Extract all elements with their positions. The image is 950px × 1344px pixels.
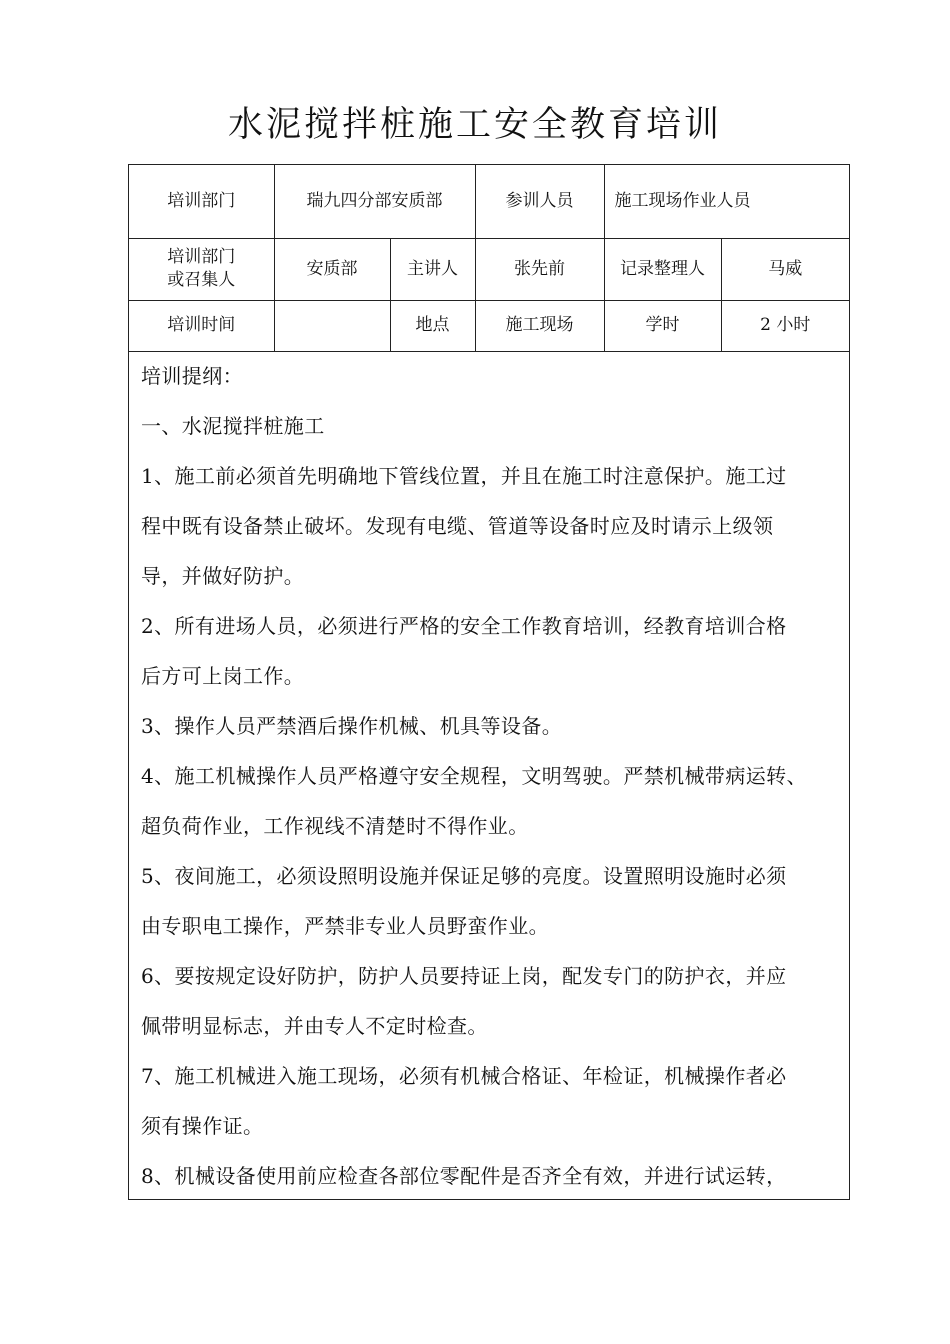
outline-line: 8、机械设备使用前应检查各部位零配件是否齐全有效，并进行试运转，: [141, 1164, 787, 1188]
training-record-form: [128, 164, 850, 1200]
outline-line: 2、所有进场人员，必须进行严格的安全工作教育培训，经教育培训合格: [141, 614, 787, 638]
participants-value: 施工现场作业人员: [604, 165, 849, 238]
dept-value: 瑞九四分部安质部: [274, 165, 475, 238]
outline-line: 3、操作人员严禁酒后操作机械、机具等设备。: [141, 714, 563, 738]
time-value: [274, 300, 390, 351]
hours-label: 学时: [604, 300, 721, 351]
info-row-time: [129, 300, 849, 351]
time-label: 培训时间: [129, 300, 274, 351]
outline-line: 5、夜间施工，必须设照明设施并保证足够的亮度。设置照明设施时必须: [141, 864, 787, 888]
recorder-label: 记录整理人: [604, 238, 721, 300]
organizer-value: 安质部: [274, 238, 390, 300]
outline-line: 须有操作证。: [141, 1114, 264, 1138]
outline-line: 1、施工前必须首先明确地下管线位置，并且在施工时注意保护。施工过: [141, 464, 787, 488]
dept-label: 培训部门: [129, 165, 274, 238]
outline-line: 超负荷作业，工作视线不清楚时不得作业。: [141, 814, 529, 838]
organizer-label-line1: 培训部门: [167, 247, 236, 267]
location-label: 地点: [390, 300, 475, 351]
outline-line: 程中既有设备禁止破坏。发现有电缆、管道等设备时应及时请示上级领: [141, 514, 774, 538]
outline-line: 7、施工机械进入施工现场，必须有机械合格证、年检证，机械操作者必: [141, 1064, 787, 1088]
recorder-value: 马威: [721, 238, 849, 300]
outline-line: 一、水泥搅拌桩施工: [141, 414, 325, 438]
organizer-label-line2: 或召集人: [167, 270, 236, 290]
location-value: 施工现场: [475, 300, 604, 351]
training-info-table: [129, 165, 849, 352]
outline-line: 后方可上岗工作。: [141, 664, 305, 688]
participants-label: 参训人员: [475, 165, 604, 238]
outline-line: 导，并做好防护。: [141, 564, 305, 588]
document-title: 水泥搅拌桩施工安全教育培训: [227, 105, 722, 145]
info-row-dept: [129, 165, 849, 238]
outline-line: 培训提纲：: [141, 364, 243, 388]
organizer-label: [129, 238, 274, 300]
speaker-value: 张先前: [475, 238, 604, 300]
hours-value: 2 小时: [721, 300, 849, 351]
outline-line: 佩带明显标志，并由专人不定时检查。: [141, 1014, 488, 1038]
outline-line: 6、要按规定设好防护，防护人员要持证上岗，配发专门的防护衣，并应: [141, 964, 787, 988]
training-outline: [129, 351, 849, 1201]
info-row-organizer: [129, 238, 849, 300]
speaker-label: 主讲人: [390, 238, 475, 300]
outline-line: 由专职电工操作，严禁非专业人员野蛮作业。: [141, 914, 549, 938]
outline-line: 4、施工机械操作人员严格遵守安全规程，文明驾驶。严禁机械带病运转、: [141, 764, 807, 788]
